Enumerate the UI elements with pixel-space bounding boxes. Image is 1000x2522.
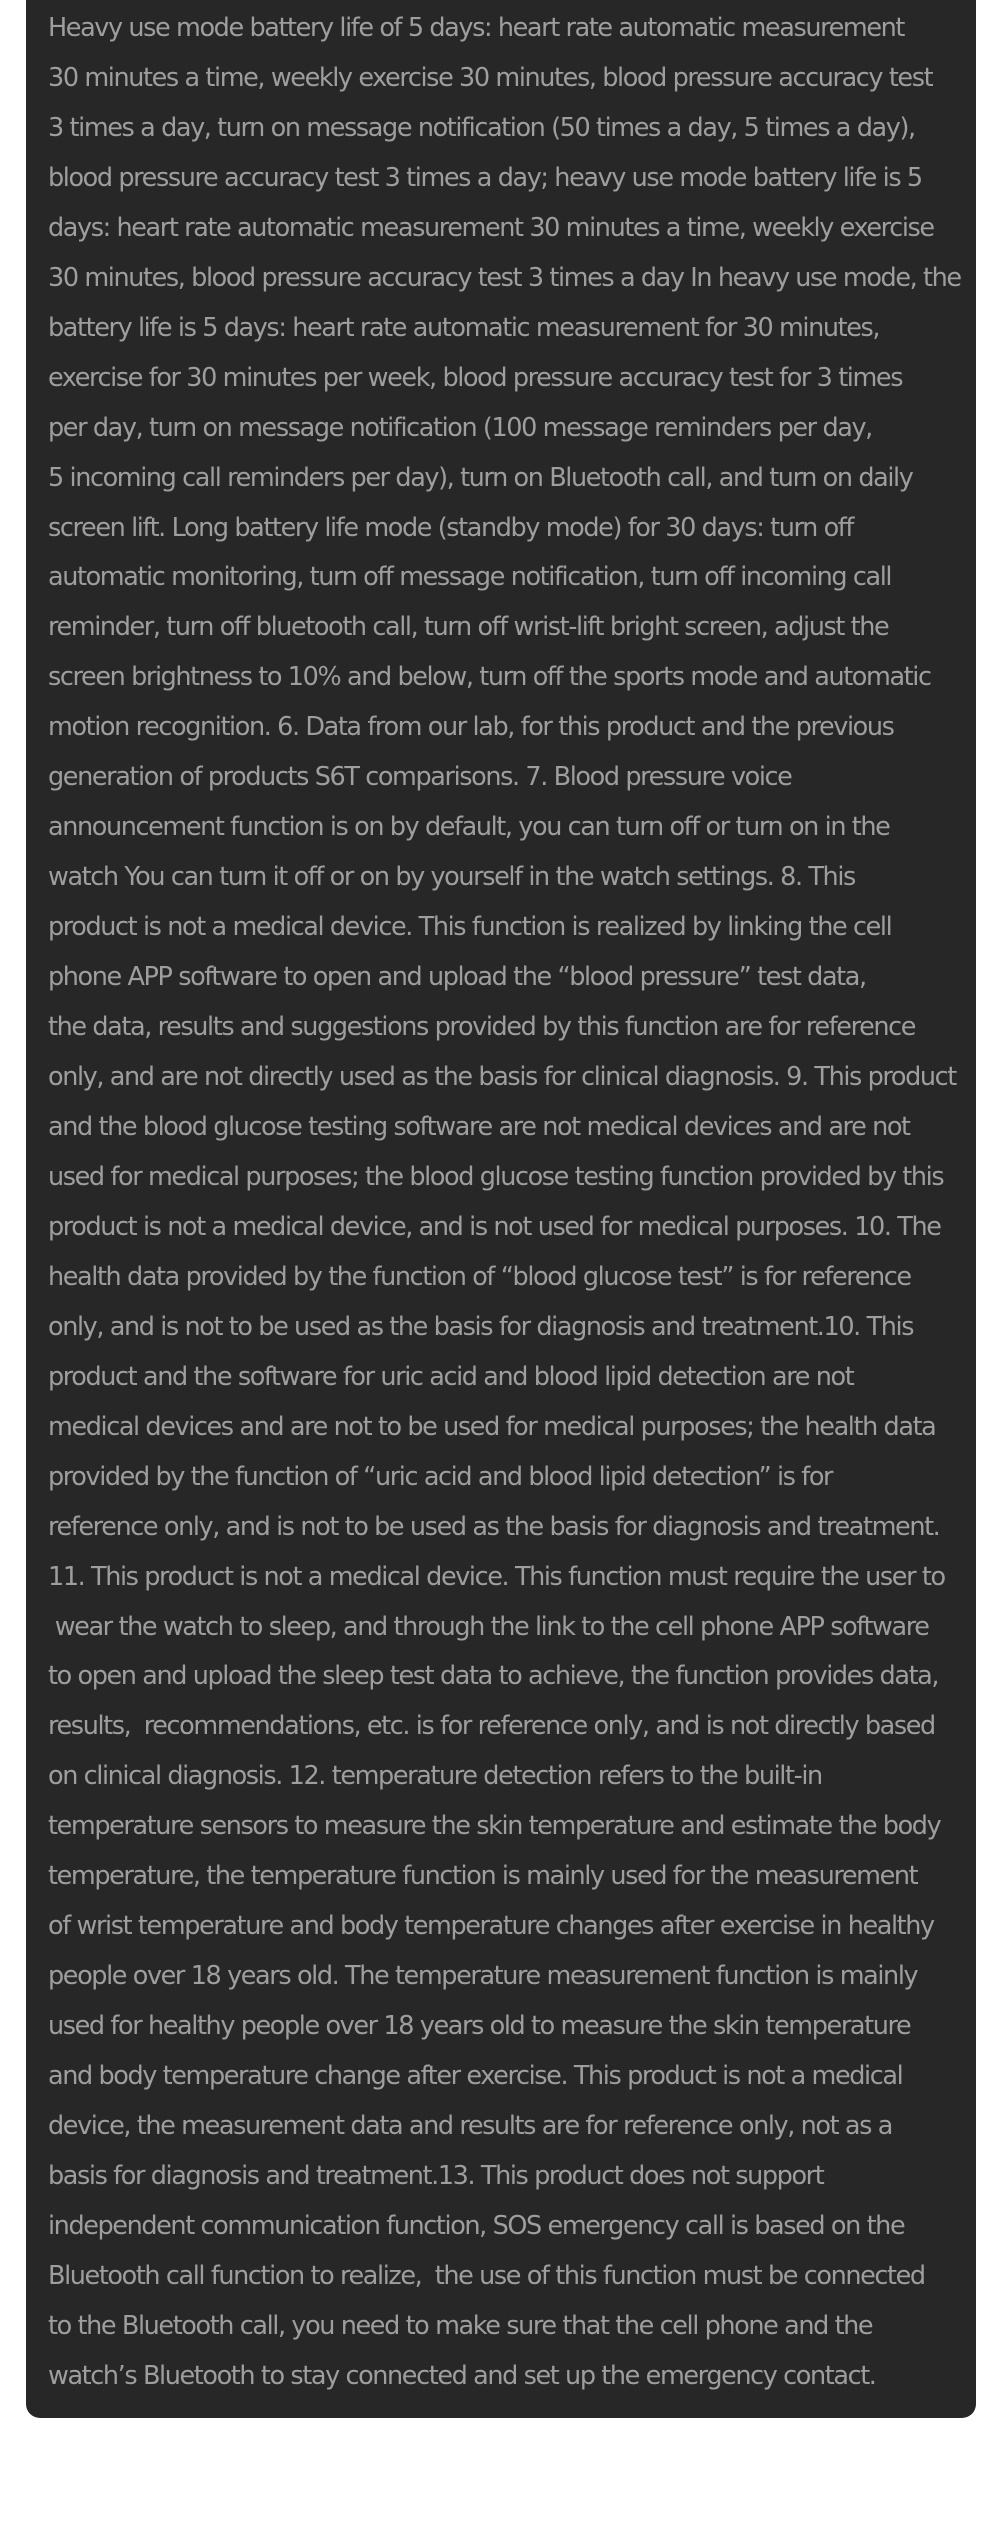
text-line: people over 18 years old. The temperature measurement function is mainly xyxy=(48,1961,918,1992)
text-line: and the blood glucose testing software are not medical devices and are not xyxy=(48,1111,910,1142)
text-line: device, the measurement data and results are for reference only, not as a xyxy=(48,2111,892,2142)
text-line: Heavy use mode battery life of 5 days: heart rate automatic measurement xyxy=(48,13,904,43)
text-line: wear the watch to sleep, and through the link to the cell phone APP software xyxy=(48,1611,929,1642)
text-line: 5 incoming call reminders per day), turn on Bluetooth call, and turn on daily xyxy=(48,462,913,493)
text-line: per day, turn on message notification (100 message reminders per day, xyxy=(48,412,872,443)
text-line: basis for diagnosis and treatment.13. This product does not support xyxy=(48,2160,824,2191)
text-line: blood pressure accuracy test 3 times a day; heavy use mode battery life is 5 xyxy=(48,162,922,193)
text-line: screen lift. Long battery life mode (standby mode) for 30 days: turn off xyxy=(48,512,853,543)
text-line: product is not a medical device, and is not used for medical purposes. 10. The xyxy=(48,1211,941,1242)
text-line: temperature, the temperature function is mainly used for the measurement xyxy=(48,1861,918,1892)
text-line: only, and are not directly used as the basis for clinical diagnosis. 9. This product xyxy=(48,1062,956,1093)
text-line: to the Bluetooth call, you need to make sure that the cell phone and the xyxy=(48,2310,873,2341)
text-line: product and the software for uric acid and blood lipid detection are not xyxy=(48,1361,854,1392)
text-line: watch’s Bluetooth to stay connected and set up the emergency contact. xyxy=(48,2360,876,2391)
disclaimer-panel xyxy=(26,0,976,2418)
text-line: phone APP software to open and upload the “blood pressure” test data, xyxy=(48,962,866,993)
text-line: the data, results and suggestions provided by this function are for reference xyxy=(48,1012,916,1043)
text-line: reference only, and is not to be used as the basis for diagnosis and treatment. xyxy=(48,1511,940,1542)
text-line: used for medical purposes; the blood glucose testing function provided by this xyxy=(48,1161,944,1192)
text-line: days: heart rate automatic measurement 30 minutes a time, weekly exercise xyxy=(48,212,934,243)
text-line: watch You can turn it off or on by yourself in the watch settings. 8. This xyxy=(48,862,855,893)
text-line: announcement function is on by default, you can turn off or turn on in the xyxy=(48,812,890,843)
text-line: generation of products S6T comparisons. 7. Blood pressure voice xyxy=(48,762,792,793)
text-line: results, recommendations, etc. is for reference only, and is not directly based xyxy=(48,1711,935,1742)
text-line: on clinical diagnosis. 12. temperature detection refers to the built-in xyxy=(48,1761,822,1792)
text-line: screen brightness to 10% and below, turn off the sports mode and automatic xyxy=(48,662,931,693)
text-line: reminder, turn off bluetooth call, turn off wrist-lift bright screen, adjust the xyxy=(48,612,889,643)
text-line: motion recognition. 6. Data from our lab, for this product and the previous xyxy=(48,712,894,743)
text-line: and body temperature change after exercise. This product is not a medical xyxy=(48,2061,903,2092)
text-line: 30 minutes, blood pressure accuracy test 3 times a day In heavy use mode, the xyxy=(48,262,961,293)
text-line: temperature sensors to measure the skin temperature and estimate the body xyxy=(48,1811,941,1842)
text-line: independent communication function, SOS emergency call is based on the xyxy=(48,2210,905,2241)
text-line: Bluetooth call function to realize, the use of this function must be connected xyxy=(48,2260,925,2291)
text-line: product is not a medical device. This function is realized by linking the cell xyxy=(48,912,892,943)
text-line: of wrist temperature and body temperature changes after exercise in healthy xyxy=(48,1911,934,1942)
text-line: 30 minutes a time, weekly exercise 30 minutes, blood pressure accuracy test xyxy=(48,62,933,93)
text-line: only, and is not to be used as the basis for diagnosis and treatment.10. This xyxy=(48,1311,914,1342)
disclaimer-text xyxy=(48,4,1000,2402)
text-line: medical devices and are not to be used for medical purposes; the health data xyxy=(48,1411,936,1442)
text-line: to open and upload the sleep test data to achieve, the function provides data, xyxy=(48,1661,939,1692)
text-line: used for healthy people over 18 years old to measure the skin temperature xyxy=(48,2011,911,2042)
text-line: 11. This product is not a medical device. This function must require the user to xyxy=(48,1561,945,1592)
text-line: automatic monitoring, turn off message notification, turn off incoming call xyxy=(48,562,892,593)
text-line: battery life is 5 days: heart rate automatic measurement for 30 minutes, xyxy=(48,312,880,343)
text-line: 3 times a day, turn on message notification (50 times a day, 5 times a day), xyxy=(48,112,915,143)
text-line: provided by the function of “uric acid and blood lipid detection” is for xyxy=(48,1461,833,1492)
text-line: exercise for 30 minutes per week, blood pressure accuracy test for 3 times xyxy=(48,362,903,393)
text-line: health data provided by the function of “blood glucose test” is for reference xyxy=(48,1261,911,1292)
